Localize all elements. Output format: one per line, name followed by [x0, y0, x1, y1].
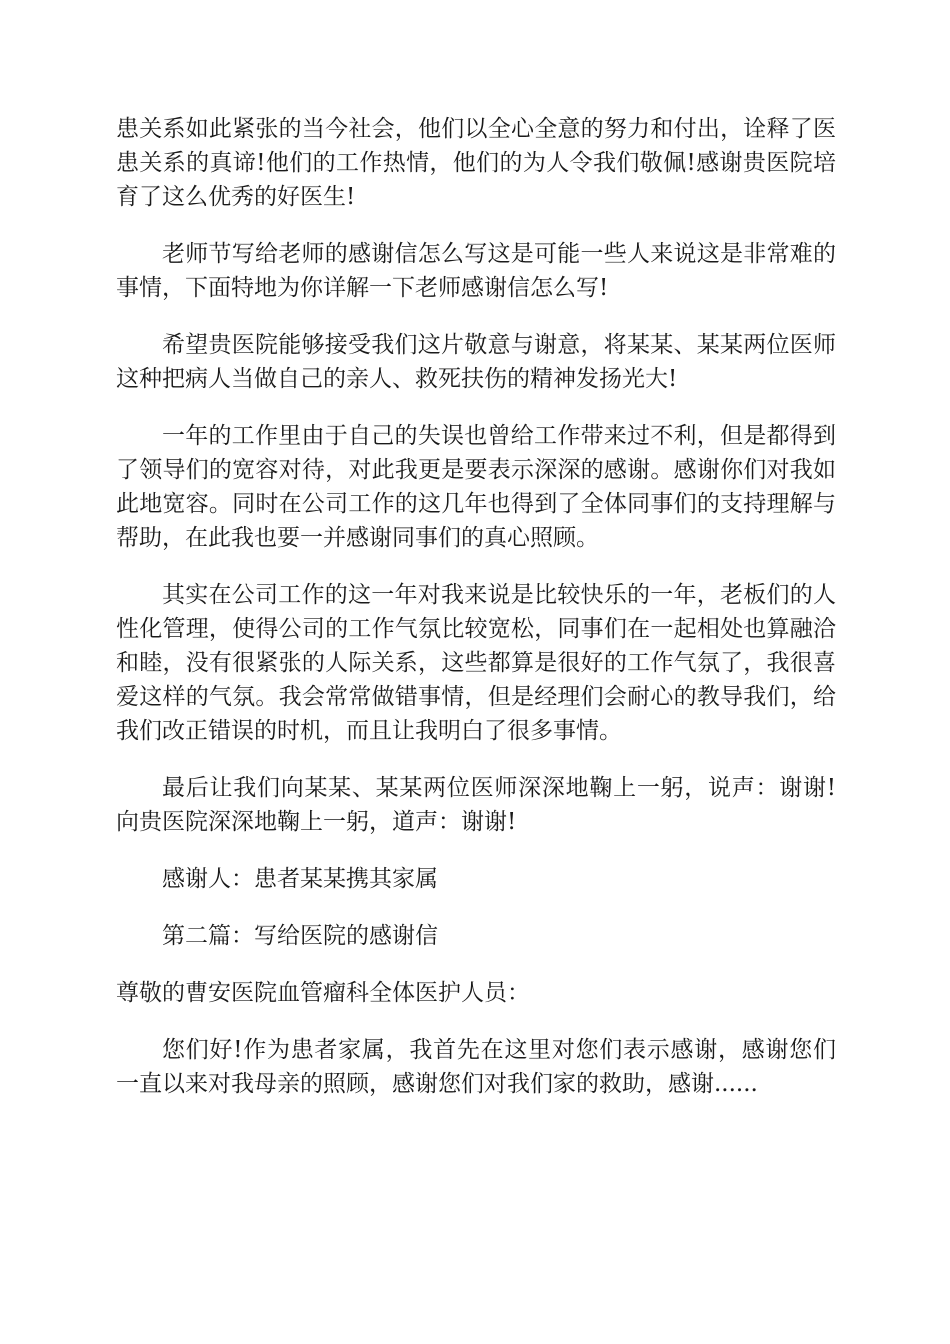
section-heading: 第二篇：写给医院的感谢信	[162, 923, 438, 949]
paragraph-hope: 希望贵医院能够接受我们这片敬意与谢意，将某某、某某两位医师这种把病人当做自己的亲人、救死扶伤的精神发扬光大!	[116, 332, 836, 392]
paragraph-greeting: 您们好!作为患者家属，我首先在这里对您们表示感谢，感谢您们一直以来对我母亲的照顾，感谢您们对我们家的救助，感谢......	[116, 1037, 836, 1097]
paragraph-final-thanks: 最后让我们向某某、某某两位医师深深地鞠上一躬，说声：谢谢!向贵医院深深地鞠上一躬，道声：谢谢!	[116, 775, 836, 835]
paragraph-year-work: 一年的工作里由于自己的失误也曾给工作带来过不利，但是都得到了领导们的宽容对待，对此我更是要表示深深的感谢。感谢你们对我如此地宽容。同时在公司工作的这几年也得到了全体同事们的支持理解与帮助，在此我也要一并感谢同事们的真心照顾。	[116, 423, 836, 551]
paragraph-teacher-letter-intro: 老师节写给老师的感谢信怎么写这是可能一些人来说这是非常难的事情，下面特地为你详解一下老师感谢信怎么写!	[116, 241, 836, 301]
salutation: 尊敬的曹安医院血管瘤科全体医护人员：	[116, 980, 530, 1006]
paragraph-company-work: 其实在公司工作的这一年对我来说是比较快乐的一年，老板们的人性化管理，使得公司的工作气氛比较宽松，同事们在一起相处也算融洽和睦，没有很紧张的人际关系，这些都算是很好的工作气氛了，我很喜爱这样的气氛。我会常常做错事情，但是经理们会耐心的教导我们，给我们改正错误的时机，而且让我明白了很多事情。	[116, 582, 836, 744]
signature-line: 感谢人：患者某某携其家属	[162, 866, 438, 892]
paragraph-continuation: 患关系如此紧张的当今社会，他们以全心全意的努力和付出，诠释了医患关系的真谛!他们的工作热情，他们的为人令我们敬佩!感谢贵医院培育了这么优秀的好医生!	[116, 116, 836, 210]
document-body	[116, 112, 836, 1124]
